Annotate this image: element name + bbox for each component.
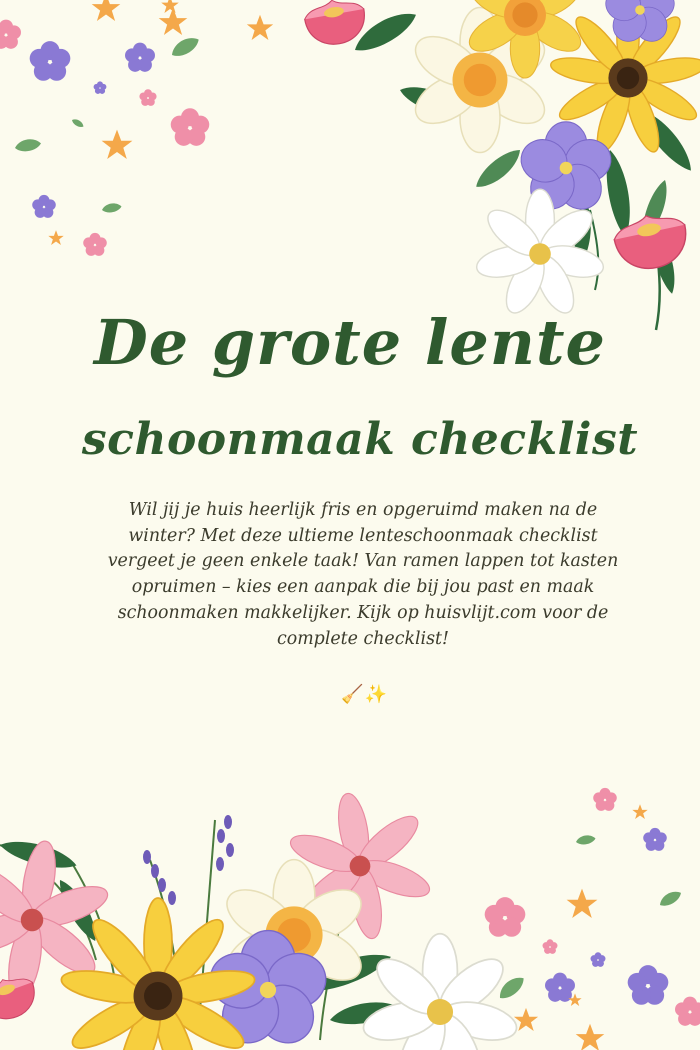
floral-border-bottom — [0, 781, 520, 1050]
floral-corner-top-right — [302, 0, 700, 330]
intro-paragraph: Wil jij je huis heerlijk fris en opgeruimd maken na de winter? Met deze ultieme lenteschoonmaak checklist vergeet je geen enkele taak! Van ramen lappen tot kasten opruimen – kies een aanpak die bij jou past en maak schoonmaken makkelijker. Kijk op huisvlijt.com voor de complete checklist! — [107, 500, 619, 649]
broom-icon: 🧹 — [341, 684, 364, 705]
sparkles-icon: ✨ — [364, 684, 387, 705]
emoji-row — [0, 686, 700, 704]
scattered-petals-bottom — [485, 788, 700, 1050]
title-line-2: schoonmaak checklist — [81, 414, 639, 465]
scattered-petals — [0, 0, 273, 256]
title-line-1: De grote lente — [94, 306, 606, 379]
